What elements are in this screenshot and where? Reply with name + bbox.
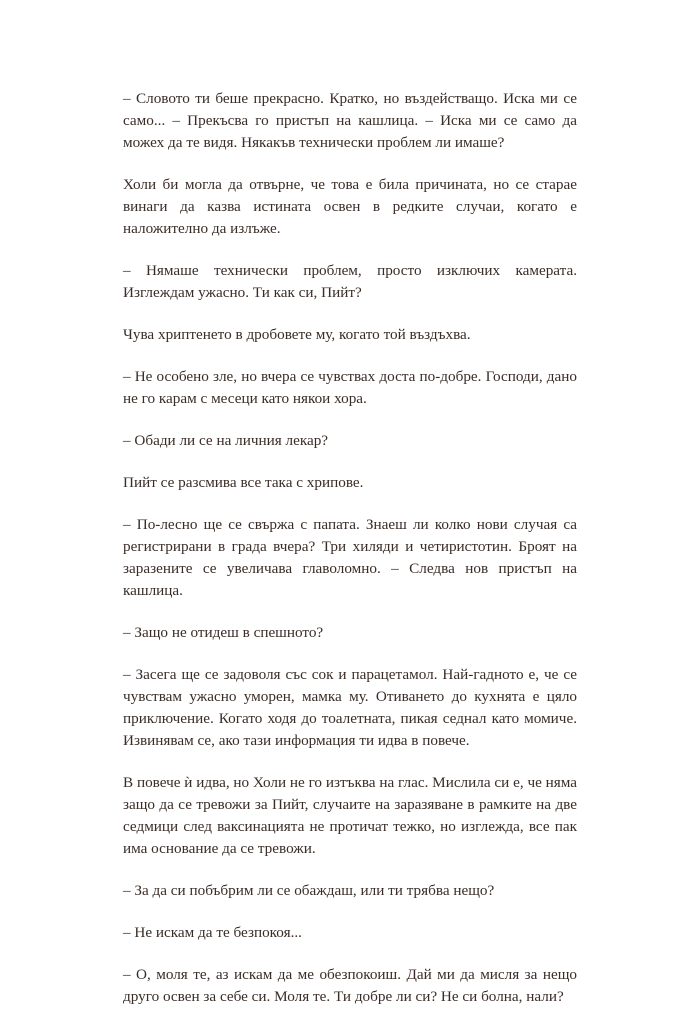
paragraph: – За да си побъбрим ли се обаждаш, или ти трябва нещо? — [123, 882, 495, 899]
paragraph: – Нямаше технически проблем, просто изключих камерата. Изглеждам ужасно. Ти как си, Пийт? — [123, 262, 577, 301]
paragraph: – Словото ти беше прекрасно. Кратко, но въздействащо. Иска ми се само... – Прекъсва го пристъп на кашлица. – Иска ми се само да можех да те видя. Някакъв технически проблем ли имаше? — [123, 90, 577, 151]
paragraph: – О, моля те, аз искам да ме обезпокоиш. Дай ми да мисля за нещо друго освен за себе си. Моля те. Ти добре ли си? Не си болна, нали? — [123, 966, 577, 1005]
paragraph: Холи би могла да отвърне, че това е била причината, но се старае винаги да казва истината освен в редките случаи, когато е наложително да излъже. — [123, 176, 577, 237]
paragraph: В повече ѝ идва, но Холи не го изтъква на глас. Мислила си е, че няма защо да се тревожи за Пийт, случаите на заразяване в рамките на две седмици след ваксинацията не протичат тежко, но изглежда, все пак има основание да се тревожи. — [123, 774, 577, 857]
paragraph: – По-лесно ще се свържа с папата. Знаеш ли колко нови случая са регистрирани в града вчера? Три хиляди и четиристотин. Броят на заразените се увеличава главоломно. – Следва нов пристъп на кашлица. — [123, 516, 577, 599]
paragraph: Чува хриптенето в дробовете му, когато той въздъхва. — [123, 326, 471, 343]
body-text — [123, 88, 577, 1028]
paragraph: – Засега ще се задоволя със сок и парацетамол. Най-гадното е, че се чувствам ужасно уморен, мамка му. Отиването до кухнята е цяло приключение. Когато ходя до тоалетната, пикая седнал като момиче. Извинявам се, ако тази информация ти идва в повече. — [123, 666, 577, 749]
paragraph: Пийт се разсмива все така с хрипове. — [123, 474, 364, 491]
paragraph: – Обади ли се на личния лекар? — [123, 432, 329, 449]
paragraph: – Не искам да те безпокоя... — [123, 924, 302, 941]
paragraph: – Не особено зле, но вчера се чувствах доста по-добре. Господи, дано не го карам с месеци като някои хора. — [123, 368, 577, 407]
paragraph: – Защо не отидеш в спешното? — [123, 624, 324, 641]
